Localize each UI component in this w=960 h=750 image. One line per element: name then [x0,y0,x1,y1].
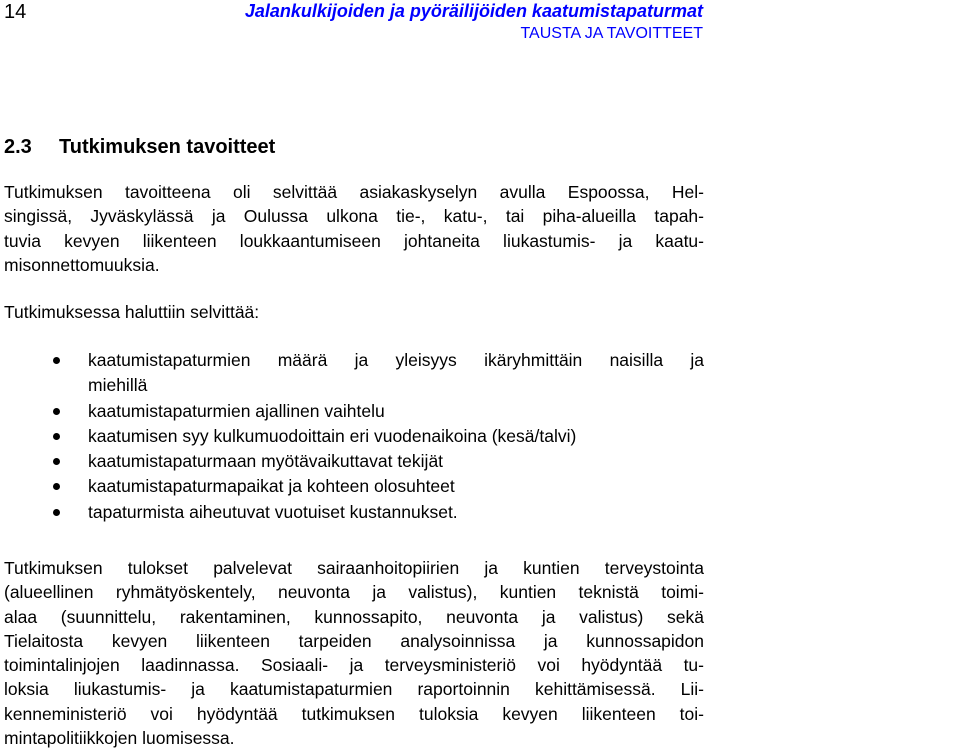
paragraph-benefits [4,556,704,750]
list-item [4,500,704,525]
paragraph-line: toimintalinjojen laadinnassa. Sosiaali- ja terveysministeriö voi hyödyntää tu- [4,655,704,676]
paragraph-line: misonnettomuuksia. [4,254,160,275]
list-item [4,424,704,449]
running-header-subtitle: TAUSTA JA TAVOITTEET [520,25,703,42]
list-item [4,348,704,399]
objectives-list [4,348,704,525]
list-item-line: kaatumisen syy kulkumuodoittain eri vuodenaikoina (kesä/talvi) [88,425,577,446]
list-item-line: tapaturmista aiheutuvat vuotuiset kustannukset. [88,501,458,522]
section-heading [4,135,275,159]
list-item [4,449,704,474]
section-number: 2.3 [4,136,32,158]
paragraph-line: Tielaitosta kevyen liikenteen tarpeiden analysoinnissa ja kunnossapidon [4,630,704,651]
list-item-line: kaatumistapaturmapaikat ja kohteen olosuhteet [88,476,455,497]
paragraph-line: Tutkimuksen tavoitteena oli selvittää asiakaskyselyn avulla Espoossa, Hel- [4,182,704,202]
paragraph-line: (alueellinen ryhmätyöskentely, neuvonta ja valistus), kuntien teknistä toimi- [4,582,704,603]
running-header-title: Jalankulkijoiden ja pyöräilijöiden kaatumistapaturmat [244,1,703,21]
paragraph-objectives [4,180,704,277]
page-number: 14 [4,1,27,23]
paragraph-line: alaa (suunnittelu, rakentaminen, kunnossapito, neuvonta ja valistus) sekä [4,606,704,627]
paragraph-line: tuvia kevyen liikenteen loukkaantumiseen johtaneita liukastumis- ja kaatu- [4,230,704,251]
paragraph-line: mintapolitiikkojen luomisessa. [4,728,235,749]
list-item-line: kaatumistapaturmien määrä ja yleisyys ikäryhmittäin naisilla ja [88,350,704,370]
paragraph-line: Tutkimuksen tulokset palvelevat sairaanhoitopiirien ja kuntien terveystointa [4,558,704,578]
section-title: Tutkimuksen tavoitteet [59,136,276,158]
list-item [4,474,704,499]
paragraph-line: kenneministeriö voi hyödyntää tutkimuksen tuloksia kevyen liikenteen toi- [4,703,704,724]
list-item-line: kaatumistapaturmaan myötävaikuttavat tekijät [88,451,444,472]
list-item-line: kaatumistapaturmien ajallinen vaihtelu [88,400,385,421]
list-item-line: miehillä [88,375,148,396]
paragraph-line: Tutkimuksessa haluttiin selvittää: [4,302,260,322]
paragraph-line: loksia liukastumis- ja kaatumistapaturmien raportoinnin kehittämisessä. Lii- [4,679,704,700]
list-item [4,399,704,424]
paragraph-line: singissä, Jyväskylässä ja Oulussa ulkona tie-, katu-, tai piha-alueilla tapah- [4,206,704,227]
paragraph-intro-list [4,300,704,324]
